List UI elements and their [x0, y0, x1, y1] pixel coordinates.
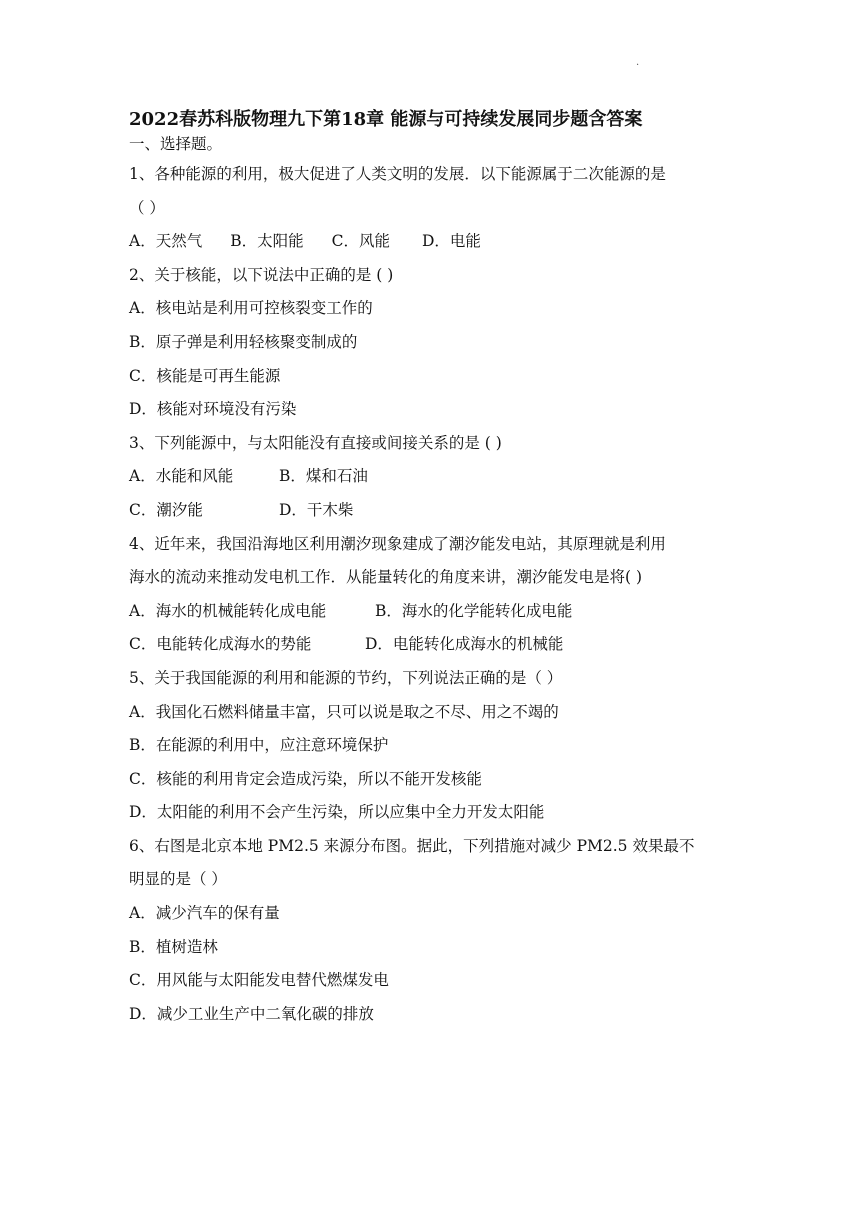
- option-c: C．电能转化成海水的势能: [129, 635, 312, 654]
- option-b: B．海水的化学能转化成电能: [375, 601, 573, 620]
- question-stem-line: 4、近年来，我国沿海地区利用潮汐现象建成了潮汐能发电站，其原理就是利用: [129, 534, 666, 553]
- question-stem-line: 2、关于核能，以下说法中正确的是 ( ): [129, 265, 394, 284]
- option-c: C．风能: [331, 232, 390, 251]
- question-stem-line: 5、关于我国能源的利用和能源的节约，下列说法正确的是（ ）: [129, 668, 563, 687]
- option-d: D．减少工业生产中二氧化碳的排放: [129, 1004, 374, 1023]
- option-row: [129, 494, 739, 528]
- question-stem-line: 明显的是（ ）: [129, 870, 227, 889]
- question-stem-line: 1、各种能源的利用，极大促进了人类文明的发展．以下能源属于二次能源的是: [129, 165, 666, 183]
- option-c: C．核能的利用肯定会造成污染，所以不能开发核能: [129, 769, 482, 788]
- option-a: A．核电站是利用可控核裂变工作的: [129, 299, 373, 318]
- option-d: D．电能: [421, 232, 481, 251]
- option-row: [129, 595, 739, 629]
- option-a: A．我国化石燃料储量丰富，只可以说是取之不尽、用之不竭的: [129, 702, 559, 721]
- question-2: [129, 259, 739, 427]
- option-a: A．减少汽车的保有量: [129, 904, 280, 923]
- header-mark: .: [636, 57, 640, 68]
- question-stem-line: 6、右图是北京本地 PM2.5 来源分布图。据此，下列措施对减少 PM2.5 效果最不: [129, 836, 695, 855]
- question-stem-line: 3、下列能源中，与太阳能没有直接或间接关系的是 ( ): [129, 433, 502, 452]
- question-stem-line: （ ）: [129, 198, 165, 217]
- document-body: [129, 106, 739, 1031]
- option-d: D．太阳能的利用不会产生污染，所以应集中全力开发太阳能: [129, 803, 545, 822]
- option-b: B．煤和石油: [279, 467, 368, 486]
- question-4: [129, 528, 739, 662]
- question-6: [129, 830, 739, 1032]
- option-d: D．核能对环境没有污染: [129, 400, 297, 419]
- option-d: D．干木柴: [279, 500, 354, 519]
- option-b: B．植树造林: [129, 937, 218, 956]
- option-b: B．在能源的利用中，应注意环境保护: [129, 736, 389, 755]
- option-d: D．电能转化成海水的机械能: [365, 635, 564, 654]
- option-a: A．天然气: [129, 232, 203, 251]
- option-row: [129, 460, 739, 494]
- option-c: C．核能是可再生能源: [129, 366, 281, 385]
- option-b: B．太阳能: [230, 232, 304, 251]
- option-a: A．水能和风能: [129, 467, 234, 486]
- option-b: B．原子弹是利用轻核聚变制成的: [129, 332, 358, 351]
- section-heading: 一、选择题。: [129, 135, 223, 153]
- option-row: [129, 628, 739, 662]
- question-1: [129, 158, 739, 259]
- option-a: A．海水的机械能转化成电能: [129, 601, 327, 620]
- option-row: [129, 225, 739, 259]
- option-c: C．用风能与太阳能发电替代燃煤发电: [129, 971, 389, 990]
- option-c: C．潮汐能: [129, 500, 203, 519]
- document-title: 2022春苏科版物理九下第18章 能源与可持续发展同步题含答案: [129, 109, 643, 130]
- question-stem-line: 海水的流动来推动发电机工作．从能量转化的角度来讲，潮汐能发电是将( ): [129, 568, 643, 587]
- question-3: [129, 427, 739, 528]
- question-5: [129, 662, 739, 830]
